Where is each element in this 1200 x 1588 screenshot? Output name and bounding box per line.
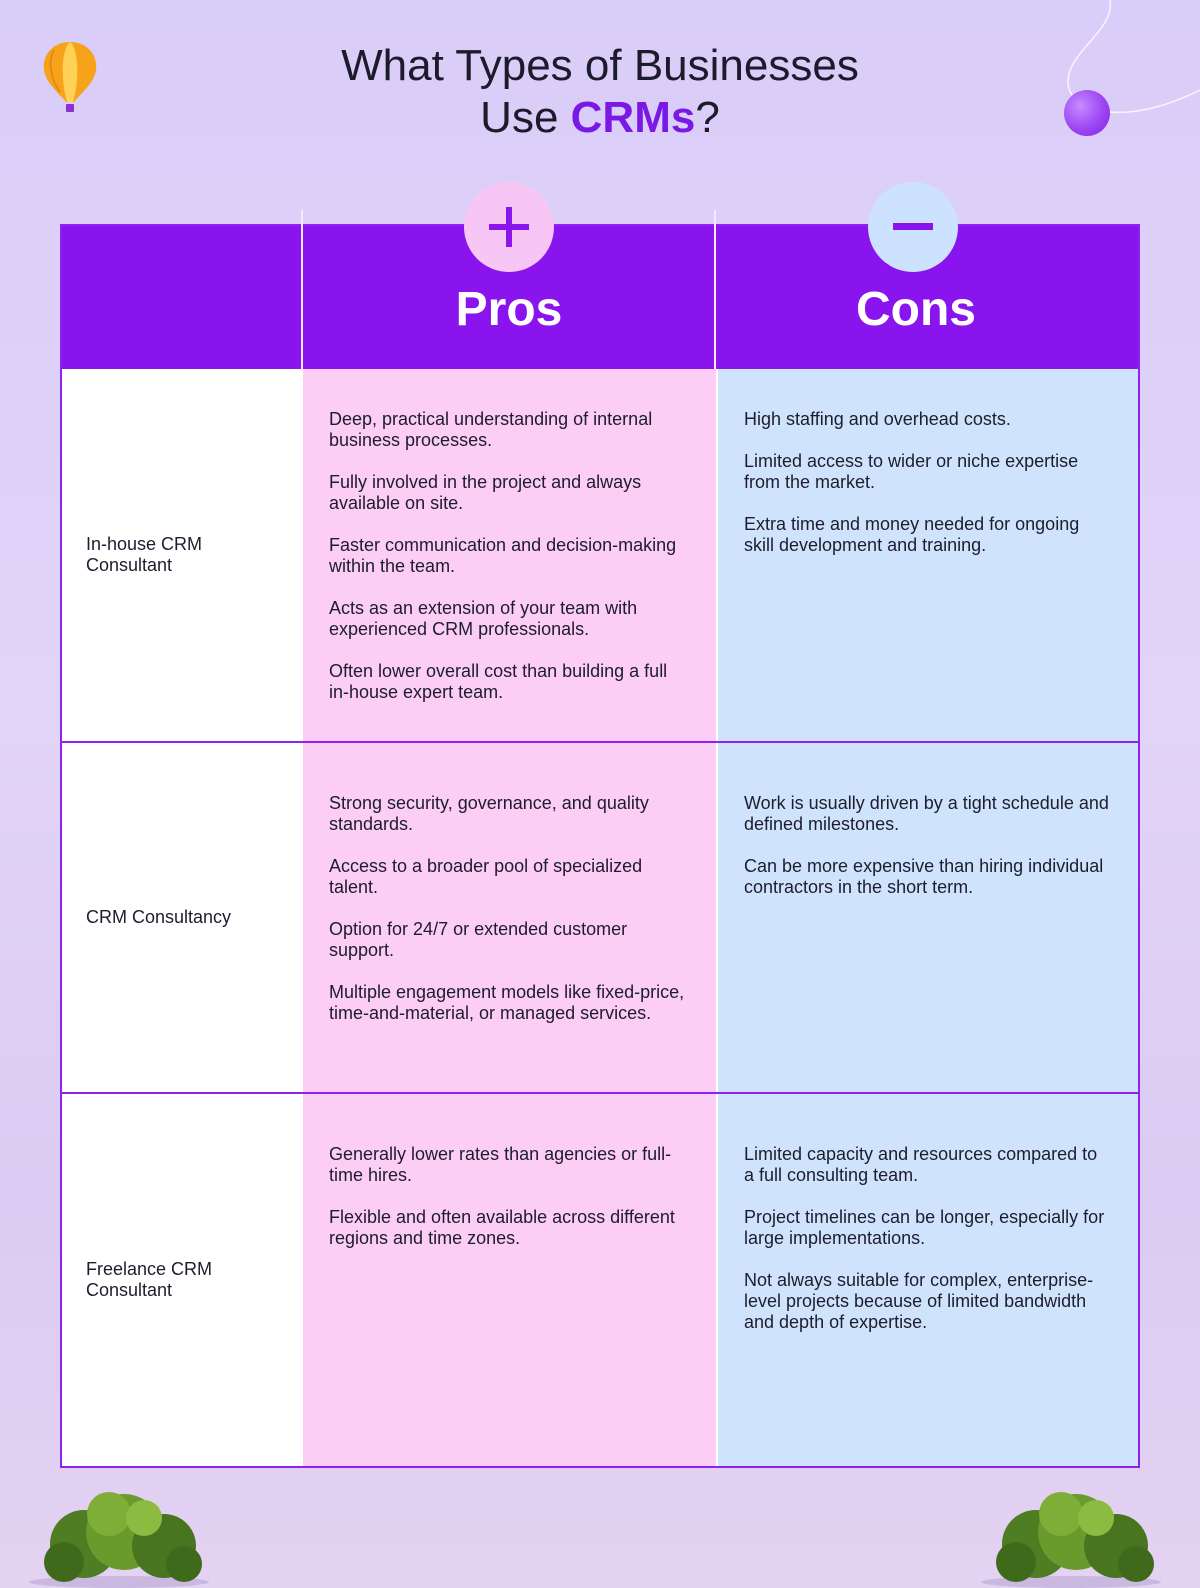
pros-item: Faster communication and decision-making within the team. (329, 535, 677, 576)
row-label: In-house CRM Consultant (86, 534, 203, 575)
pros-item: Option for 24/7 or extended customer support. (329, 919, 628, 960)
pros-item: Strong security, governance, and quality standards. (329, 793, 649, 834)
table-row (62, 743, 1138, 1092)
cons-cell (716, 1094, 1138, 1466)
pros-item: Access to a broader pool of specialized talent. (329, 856, 643, 897)
pros-item: Deep, practical understanding of internal business processes. (329, 409, 653, 450)
cons-item: High staffing and overhead costs. (744, 409, 1011, 429)
table-row (62, 369, 1138, 741)
header-divider (301, 210, 303, 369)
comparison-table (60, 224, 1140, 1468)
bush-illustration (24, 1484, 214, 1588)
pros-item: Multiple engagement models like fixed-price, time-and-material, or managed services. (329, 982, 685, 1023)
row-label: CRM Consultancy (86, 907, 232, 927)
row-label-cell (62, 743, 303, 1092)
title-line-1: What Types of Businesses (341, 41, 859, 90)
pros-item: Often lower overall cost than building a full in-house expert team. (329, 661, 668, 702)
cons-badge (868, 182, 958, 272)
table-row (62, 1094, 1138, 1466)
row-label-cell (62, 1094, 303, 1466)
cons-item: Can be more expensive than hiring individual contractors in the short term. (744, 856, 1104, 897)
cons-cell (716, 743, 1138, 1092)
cons-item: Limited capacity and resources compared to a full consulting team. (744, 1144, 1098, 1185)
pros-cell (303, 1094, 716, 1466)
header-divider (714, 210, 716, 369)
table-header (62, 226, 1138, 369)
pros-item: Acts as an extension of your team with experienced CRM professionals. (329, 598, 638, 639)
cons-heading: Cons (856, 283, 976, 336)
pros-item: Flexible and often available across different regions and time zones. (329, 1207, 675, 1248)
pros-cell (303, 369, 716, 741)
bush-illustration (976, 1484, 1166, 1588)
plus-icon (485, 203, 533, 251)
title-prefix: Use (480, 93, 571, 142)
title-line-2 (0, 92, 1200, 144)
pros-item: Fully involved in the project and always available on site. (329, 472, 642, 513)
cons-item: Not always suitable for complex, enterprise-level projects because of limited bandwidth and depth of expertise. (744, 1270, 1094, 1332)
pros-item: Generally lower rates than agencies or full-time hires. (329, 1144, 672, 1185)
row-label-cell (62, 369, 303, 741)
pros-badge (464, 182, 554, 272)
cons-item: Work is usually driven by a tight schedule and defined milestones. (744, 793, 1109, 834)
pros-cell (303, 743, 716, 1092)
cons-item: Extra time and money needed for ongoing skill development and training. (744, 514, 1080, 555)
cons-item: Project timelines can be longer, especially for large implementations. (744, 1207, 1105, 1248)
cons-cell (716, 369, 1138, 741)
row-label: Freelance CRM Consultant (86, 1259, 213, 1300)
minus-icon (889, 203, 937, 251)
pros-heading: Pros (455, 283, 563, 336)
page-title (0, 40, 1200, 144)
title-accent: CRMs (570, 93, 696, 142)
cons-item: Limited access to wider or niche expertise from the market. (744, 451, 1079, 492)
title-suffix: ? (695, 93, 720, 142)
